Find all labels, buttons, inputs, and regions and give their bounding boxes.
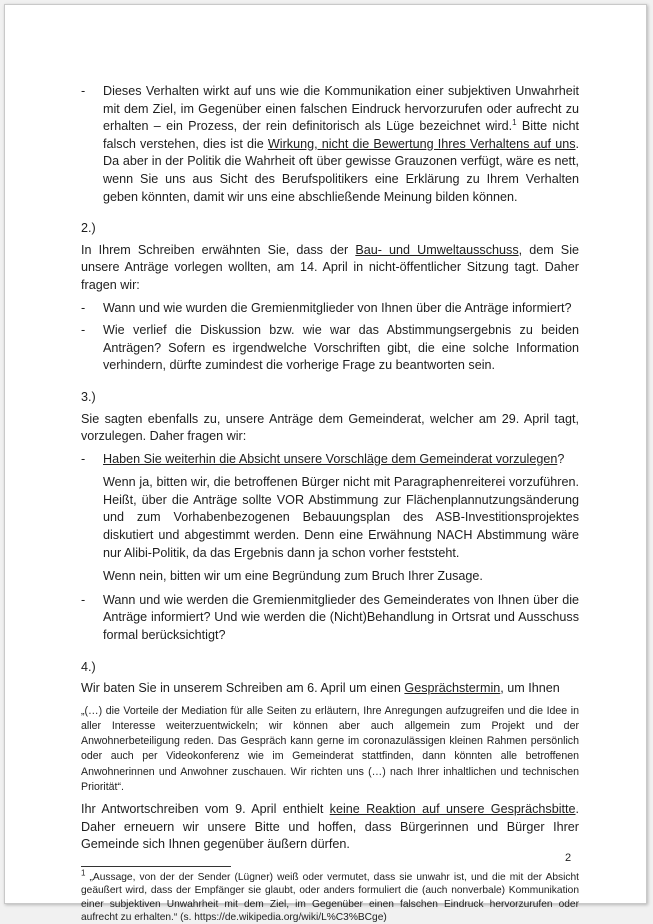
- bullet-dash: -: [81, 300, 86, 315]
- bullet-question-council: [81, 592, 579, 645]
- document-page: [4, 4, 647, 924]
- bullet-dash: -: [81, 451, 86, 466]
- text-segment: Wir baten Sie in unserem Schreiben am 6. April um einen: [81, 681, 405, 696]
- text-segment: , um Ihnen: [500, 681, 560, 696]
- bullet-dash: -: [81, 592, 86, 607]
- section-4-outro: [81, 801, 579, 854]
- section-2-intro: [81, 242, 579, 295]
- text-segment: Ihr Antwortschreiben vom 9. April enthielt: [81, 802, 330, 817]
- bullet-question-discussion: [81, 322, 579, 375]
- bullet-question-informed: [81, 300, 579, 318]
- underlined-text: keine Reaktion auf unsere Gesprächsbitte: [329, 802, 576, 817]
- footnote: [81, 868, 579, 924]
- underlined-text: Gesprächstermin: [404, 681, 501, 696]
- bullet-dash: -: [81, 323, 86, 338]
- underlined-text: Bau- und Umweltausschuss: [355, 242, 519, 257]
- text-segment: . Daher erneuern wir unsere Bitte und hoffen, dass Bürgerinnen und Bürger Ihrer Gemeinde sich Ihnen gegenüber äußern dürfen.: [81, 802, 579, 852]
- paragraph-if-yes: Wenn ja, bitten wir, die betroffenen Bürger nicht mit Paragraphenreiterei vorzuführen. Heißt, über die Anträge sollte VOR Abstimmung zur Flächenplannutzungsänderung und zum Vorhabenbezogenen Bebauungsplan des ASB-Investitionsprojektes diskutiert und abgestimmt werden. Denn eine Erwähnung NACH Abstimmung wäre nur Alibi-Politik, da das Ergebnis dann ja schon vorher feststeht.: [103, 475, 579, 560]
- page-number: 2: [565, 852, 572, 864]
- footnote-ref[interactable]: 1: [512, 118, 517, 127]
- text-segment: Dieses Verhalten wirkt auf uns wie die Kommunikation einer subjektiven Unwahrheit mit dem Ziel, im Gegenüber einen falschen Eindruck hervorzurufen oder aufrecht zu erhalten – ein Prozess, der rein definitorisch als Lüge bezeichnet wird.: [103, 84, 579, 134]
- footnote-number: 1: [81, 868, 86, 878]
- bullet-question-intention: [81, 451, 579, 469]
- section-4-intro: [81, 680, 579, 698]
- text-segment: Wie verlief die Diskussion bzw. wie war das Abstimmungsergebnis zu beiden Anträgen? Sofern es irgendwelche Vorschriften gibt, die eine solche Information verhindern, dürfte zumindest die vorherige Frage zu beantworten sein.: [103, 323, 579, 373]
- block-quote: „(…) die Vorteile der Mediation für alle Seiten zu erläutern, Ihre Anregungen aufzugreifen und die Idee in aller Interesse weiterzuentwickeln; wir können aber auch allgemein zum Projekt und der Anwohnerbeteiligung reden. Das Gespräch kann gerne im coronazulässigen kleinen Rahmen persönlich oder auch per Videokonferenz wie im Gemeinderat stattfinden, dann könnten alle betroffenen Anwohnerinnen und Anwohner zuschauen. Wir richten uns (…) nach Ihrer inhaltlichen und technischen Priorität“.: [81, 704, 579, 793]
- section-3-intro: Sie sagten ebenfalls zu, unsere Anträge dem Gemeinderat, welcher am 29. April tagt, vorzulegen. Daher fragen wir:: [81, 411, 579, 444]
- footnote-separator: [81, 866, 231, 867]
- bullet-behaviour-effect: [81, 83, 579, 206]
- text-segment: In Ihrem Schreiben erwähnten Sie, dass der: [81, 242, 356, 257]
- text-segment: . Da aber in der Politik die Wahrheit oft über gewisse Grauzonen verfügt, wäre es nett, wenn Sie uns aus Sicht des Berufspolitikers eine Erklärung zu Ihrem Verhalten geben könnten, damit wir uns eine abschließende Meinung bilden können.: [103, 136, 579, 204]
- section-heading-4: 4.): [81, 659, 96, 674]
- paragraph-if-no: Wenn nein, bitten wir um eine Begründung zum Bruch Ihrer Zusage.: [103, 569, 483, 584]
- text-segment: Bitte nicht falsch verstehen, dies ist die: [103, 119, 579, 151]
- section-heading-2: 2.): [81, 221, 96, 236]
- text-segment: Wann und wie wurden die Gremienmitglieder von Ihnen über die Anträge informiert?: [103, 300, 572, 315]
- text-segment: , dem Sie unsere Anträge vorlegen wollten, am 14. April in nicht-öffentlicher Sitzung tagt. Daher fragen wir:: [81, 242, 580, 292]
- underlined-text: Haben Sie weiterhin die Absicht unsere Vorschläge dem Gemeinderat vorzulegen: [103, 451, 558, 466]
- underlined-text: Wirkung, nicht die Bewertung Ihres Verhaltens auf uns: [267, 136, 576, 151]
- text-segment: ?: [557, 451, 565, 466]
- page-content: [81, 83, 579, 924]
- bullet-dash: -: [81, 84, 86, 98]
- section-heading-3: 3.): [81, 389, 96, 404]
- footnote-text: „Aussage, von der der Sender (Lügner) weiß oder vermutet, dass sie unwahr ist, und die mit der Absicht geäußert wird, dass der Empfänger sie glaubt, oder anders formuliert die (auch nonverbale) Kommunikation einer subjektiven Unwahrheit mit dem Ziel, im Gegenüber einen falschen Eindruck hervorzurufen oder aufrecht zu erhalten.“ (s. https://de.wikipedia.org/wiki/L%C3%BCge): [81, 871, 579, 924]
- text-segment: Wann und wie werden die Gremienmitglieder des Gemeinderates von Ihnen über die Anträge informiert? Und wie werden die (Nicht)Behandlung in Ortsrat und Ausschuss formal berücksichtigt?: [103, 592, 579, 643]
